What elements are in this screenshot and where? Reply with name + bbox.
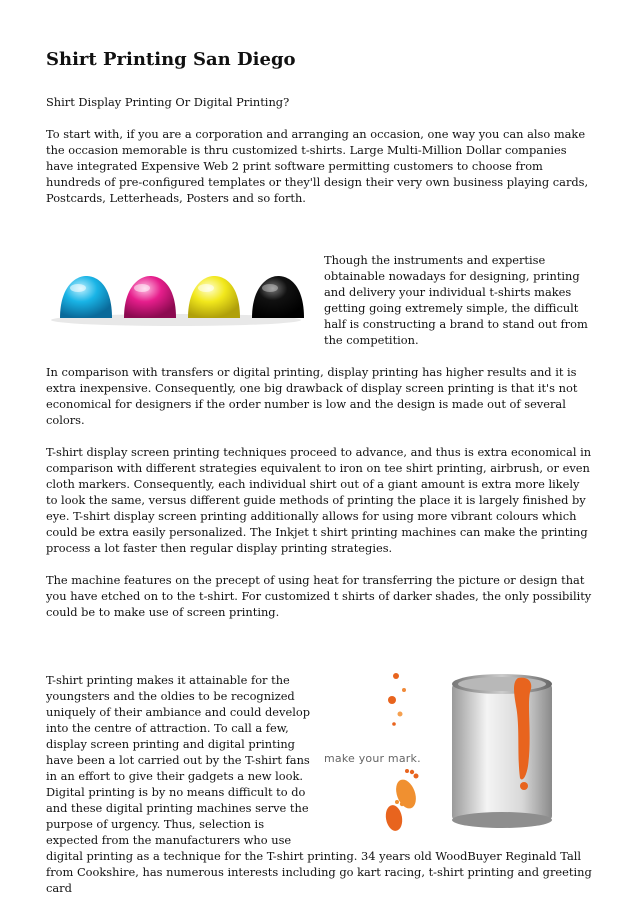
paragraph-machine: The machine features on the precept of using heat for transferring the picture or design that you have etched on to the t-shirt. For customized t shirts of darker shades, the only possibility could be to make use of screen printing.: [46, 573, 592, 619]
paint-can-image: [324, 666, 594, 834]
paint-can-caption: make your mark.: [324, 752, 421, 765]
paragraph-closing: T-shirt printing makes it attainable for the youngsters and the oldies to be recognized uniquely of their ambiance and could develop into the centre of attraction. To call a few, display screen printing and digital printing have been a lot carried out by the T-shirt fans in an effort to give their gadgets a new look. Digital printing is by no means difficult to do and these digital printing machines serve the purpose of urgency. Thus, selection is expected from the manufacturers who use digital printing as a technique for the T-shirt printing. 34 years old WoodBuyer Reginald Tall from Cookshire, has numerous interests including go kart racing, t-shirt printing and greeting card: [46, 673, 592, 895]
cmyk-ink-drops-icon: [46, 256, 308, 336]
paragraph-comparison: In comparison with transfers or digital printing, display printing has higher results and it is extra inexpensive. Consequently, one big drawback of display screen printing is that it's not economical for designers if the order number is low and the design is made out of several colors.: [46, 365, 578, 427]
document-subtitle: Shirt Display Printing Or Digital Printing?: [46, 95, 290, 109]
paragraph-intro: To start with, if you are a corporation and arranging an occasion, one way you can also make the occasion memorable is thru customized t-shirts. Large Multi-Million Dollar companies have integrated Expensive Web 2 print software permitting customers to choose from hundreds of pre-configured templates or they'll design their very own business playing cards, Postcards, Letterheads, Posters and so forth.: [46, 127, 589, 205]
document-page: [46, 48, 594, 912]
paint-can-with-orange-drip-icon: [324, 666, 594, 834]
ink-drops-image: [46, 256, 308, 336]
paragraph-tools: Though the instruments and expertise obtainable nowadays for designing, printing and delivery your individual t-shirts makes getting going extremely simple, the difficult half is constructing a brand to stand out from the competition.: [324, 253, 588, 347]
document-title: Shirt Printing San Diego: [46, 49, 296, 70]
paragraph-techniques: T-shirt display screen printing techniques proceed to advance, and thus is extra economical in comparison with different strategies equivalent to iron on tee shirt printing, airbrush, or even cloth markers. Consequently, each individual shirt out of a giant amount is extra more likely to look the same, versus different guide methods of printing the place it is largely finished by eye. T-shirt display screen printing additionally allows for using more vibrant colours which could be extra easily personalized. The Inkjet t shirt printing machines can make the printing process a lot faster then regular display printing strategies.: [46, 445, 592, 555]
